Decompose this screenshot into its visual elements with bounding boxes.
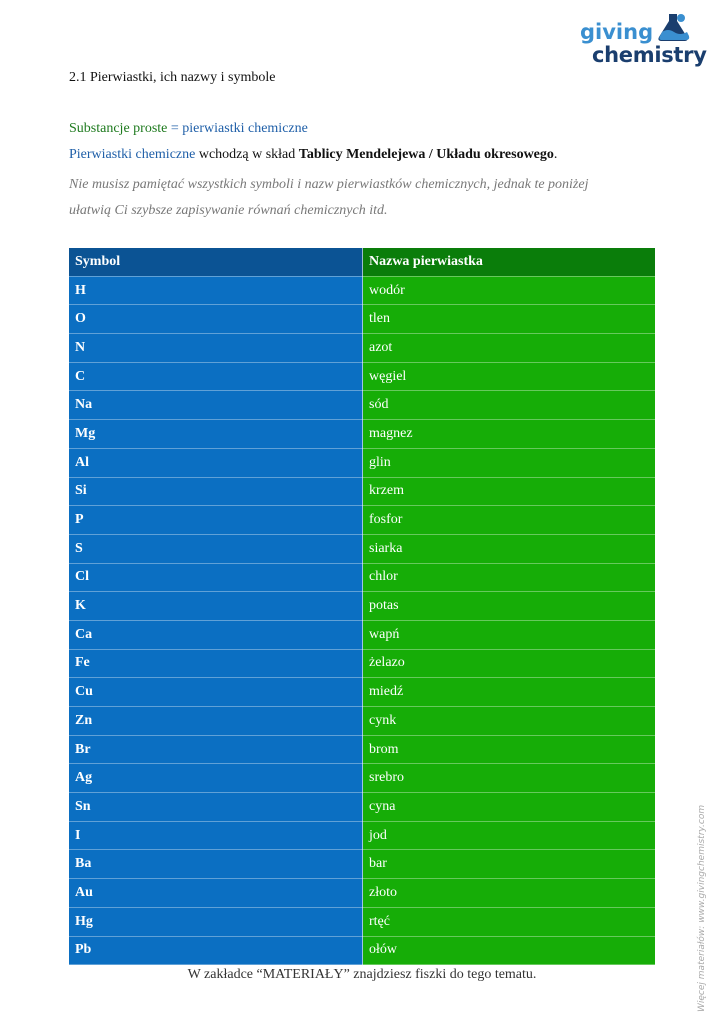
equals-sign: = — [167, 121, 183, 136]
slash-separator: / — [425, 147, 437, 162]
simple-substances-term: Substancje proste — [69, 121, 168, 136]
element-name: srebro — [363, 764, 656, 793]
header-element-name: Nazwa pierwiastka — [363, 248, 656, 276]
element-symbol: P — [69, 506, 363, 535]
element-name: chlor — [363, 563, 656, 592]
table-row — [69, 362, 655, 391]
table-row — [69, 907, 655, 936]
element-symbol: Ag — [69, 764, 363, 793]
periodic-system-term: Układu okresowego — [436, 147, 554, 162]
table-row — [69, 477, 655, 506]
element-symbol: Br — [69, 735, 363, 764]
table-row — [69, 879, 655, 908]
element-symbol: Ba — [69, 850, 363, 879]
table-row — [69, 276, 655, 305]
element-name: rtęć — [363, 907, 656, 936]
element-name: tlen — [363, 305, 656, 334]
element-symbol: N — [69, 334, 363, 363]
element-name: wodór — [363, 276, 656, 305]
table-row — [69, 334, 655, 363]
element-name: cyna — [363, 793, 656, 822]
side-watermark: Więcej materiałów: www.givingchemistry.com — [697, 804, 707, 1012]
table-row — [69, 735, 655, 764]
element-symbol: Mg — [69, 420, 363, 449]
element-symbol: Na — [69, 391, 363, 420]
chemical-elements-term-2: Pierwiastki chemiczne — [69, 147, 196, 162]
table-row — [69, 821, 655, 850]
logo-word-giving: giving — [580, 20, 654, 44]
element-symbol: S — [69, 534, 363, 563]
table-row — [69, 707, 655, 736]
intro-line-substances — [69, 121, 308, 137]
mendeleev-table-term: Tablicy Mendelejewa — [298, 147, 426, 162]
element-symbol: Ca — [69, 620, 363, 649]
element-name: fosfor — [363, 506, 656, 535]
element-symbol: Sn — [69, 793, 363, 822]
element-name: wapń — [363, 620, 656, 649]
element-name: cynk — [363, 707, 656, 736]
table-row — [69, 506, 655, 535]
header-symbol: Symbol — [69, 248, 363, 276]
table-row — [69, 793, 655, 822]
table-row — [69, 764, 655, 793]
element-symbol: O — [69, 305, 363, 334]
table-row — [69, 563, 655, 592]
table-row — [69, 391, 655, 420]
element-name: sód — [363, 391, 656, 420]
period: . — [553, 147, 558, 162]
element-symbol: Cu — [69, 678, 363, 707]
logo-word-chemistry: chemistry — [592, 43, 707, 67]
table-row — [69, 305, 655, 334]
giving-chemistry-logo — [580, 12, 716, 72]
element-symbol: H — [69, 276, 363, 305]
element-symbol: Pb — [69, 936, 363, 965]
footer-note: W zakładce “MATERIAŁY” znajdziesz fiszki do tego tematu. — [187, 967, 537, 982]
table-row — [69, 592, 655, 621]
element-name: jod — [363, 821, 656, 850]
table-row — [69, 420, 655, 449]
element-symbol: Au — [69, 879, 363, 908]
table-row — [69, 448, 655, 477]
element-symbol: Hg — [69, 907, 363, 936]
table-row — [69, 850, 655, 879]
table-row — [69, 649, 655, 678]
element-name: krzem — [363, 477, 656, 506]
hint-note: Nie musisz pamiętać wszystkich symboli i nazw pierwiastków chemicznych, jednak te poniżej ułatwią Ci szybsze zapisywanie równań chemicznych itd. — [69, 177, 589, 218]
table-header-row — [69, 248, 655, 276]
element-symbol: Zn — [69, 707, 363, 736]
element-name: ołów — [363, 936, 656, 965]
connector-text: wchodzą w skład — [195, 147, 299, 162]
element-symbol: Cl — [69, 563, 363, 592]
element-name: azot — [363, 334, 656, 363]
element-symbol: K — [69, 592, 363, 621]
intro-line-periodic-table — [69, 147, 557, 163]
element-name: glin — [363, 448, 656, 477]
element-symbol: Si — [69, 477, 363, 506]
element-name: miedź — [363, 678, 656, 707]
element-name: brom — [363, 735, 656, 764]
element-name: złoto — [363, 879, 656, 908]
element-name: bar — [363, 850, 656, 879]
element-name: siarka — [363, 534, 656, 563]
table-row — [69, 678, 655, 707]
element-name: potas — [363, 592, 656, 621]
element-symbol: I — [69, 821, 363, 850]
element-symbol: Fe — [69, 649, 363, 678]
element-name: żelazo — [363, 649, 656, 678]
element-symbol: Al — [69, 448, 363, 477]
section-heading: 2.1 Pierwiastki, ich nazwy i symbole — [69, 70, 276, 85]
table-row — [69, 620, 655, 649]
table-row — [69, 936, 655, 965]
chemical-elements-term: pierwiastki chemiczne — [182, 121, 308, 136]
elements-table — [69, 248, 655, 965]
table-row — [69, 534, 655, 563]
element-name: magnez — [363, 420, 656, 449]
flask-icon — [653, 12, 693, 42]
element-symbol: C — [69, 362, 363, 391]
element-name: węgiel — [363, 362, 656, 391]
